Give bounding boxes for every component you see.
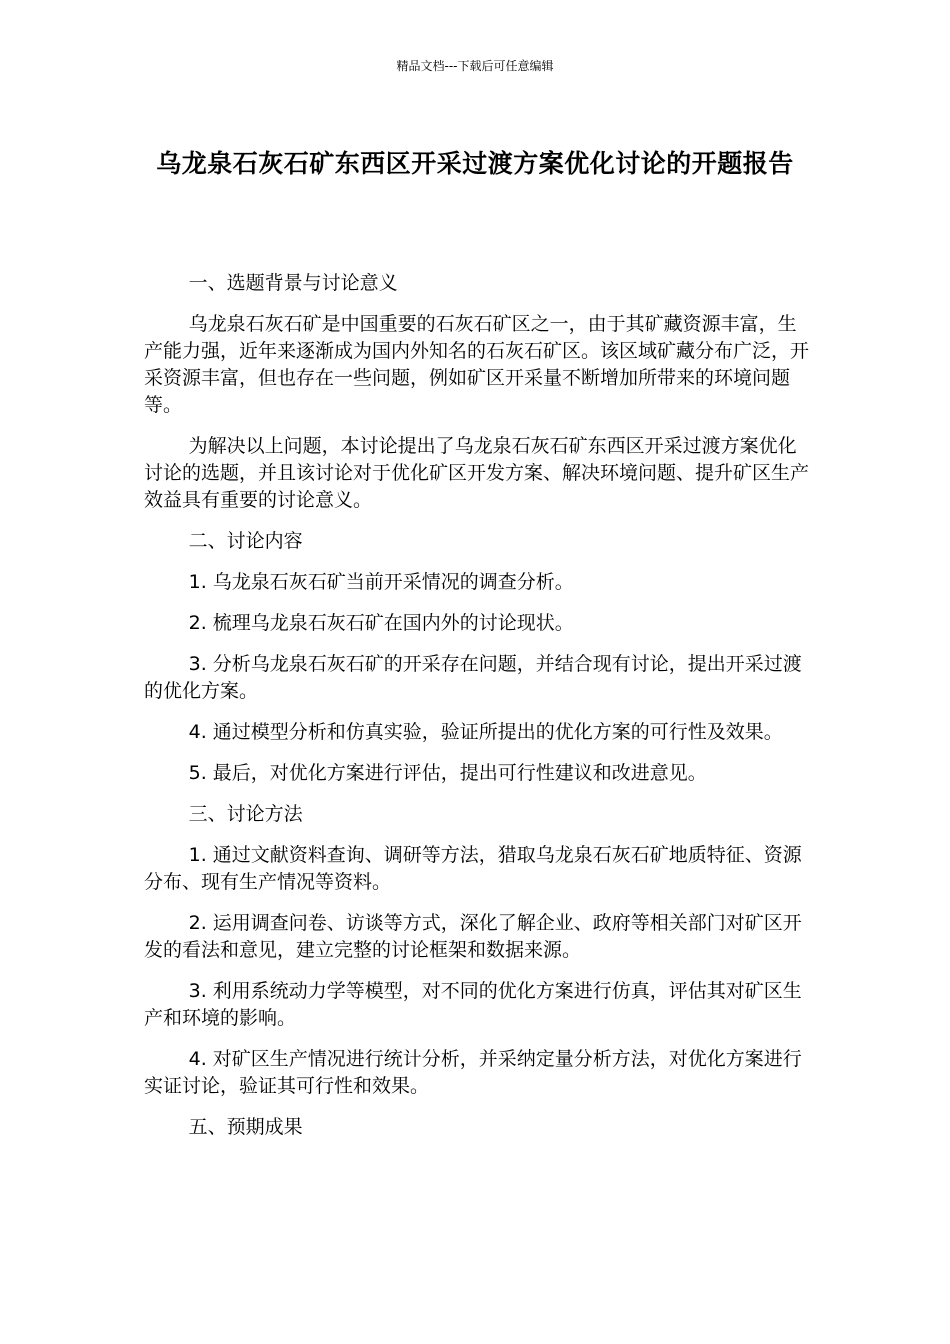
section-heading: 三、讨论方法 — [188, 803, 303, 825]
list-item: 4. 通过模型分析和仿真实验，验证所提出的优化方案的可行性及效果。 — [188, 721, 783, 743]
list-item: 2. 运用调查问卷、访谈等方式，深化了解企业、政府等相关部门对矿区开发的看法和意见，建立完整的讨论框架和数据来源。 — [144, 912, 802, 961]
section-heading: 一、选题背景与讨论意义 — [188, 272, 398, 294]
document-body — [144, 270, 809, 1155]
header-note: 精品文档---下载后可任意编辑 — [396, 59, 554, 73]
document-title: 乌龙泉石灰石矿东西区开采过渡方案优化讨论的开题报告 — [156, 149, 794, 178]
section-heading: 二、讨论内容 — [188, 530, 303, 552]
list-item: 4. 对矿区生产情况进行统计分析，并采纳定量分析方法，对优化方案进行实证讨论，验证其可行性和效果。 — [144, 1048, 802, 1097]
list-item: 1. 乌龙泉石灰石矿当前开采情况的调查分析。 — [188, 571, 574, 593]
paragraph: 乌龙泉石灰石矿是中国重要的石灰石矿区之一，由于其矿藏资源丰富，生产能力强，近年来逐渐成为国内外知名的石灰石矿区。该区域矿藏分布广泛，开采资源丰富，但也存在一些问题，例如矿区开采量不断增加所带来的环境问题等。 — [144, 313, 810, 416]
paragraph: 为解决以上问题，本讨论提出了乌龙泉石灰石矿东西区开采过渡方案优化讨论的选题，并且该讨论对于优化矿区开发方案、解决环境问题、提升矿区生产效益具有重要的讨论意义。 — [144, 435, 810, 511]
list-item: 3. 利用系统动力学等模型，对不同的优化方案进行仿真，评估其对矿区生产和环境的影响。 — [144, 980, 802, 1029]
list-item: 2. 梳理乌龙泉石灰石矿在国内外的讨论现状。 — [188, 612, 574, 634]
list-item: 1. 通过文献资料查询、调研等方法，猎取乌龙泉石灰石矿地质特征、资源分布、现有生产情况等资料。 — [144, 844, 802, 893]
list-item: 5. 最后，对优化方案进行评估，提出可行性建议和改进意见。 — [188, 762, 707, 784]
list-item: 3. 分析乌龙泉石灰石矿的开采存在问题，并结合现有讨论，提出开采过渡的优化方案。 — [144, 653, 802, 702]
section-heading: 五、预期成果 — [188, 1116, 303, 1138]
